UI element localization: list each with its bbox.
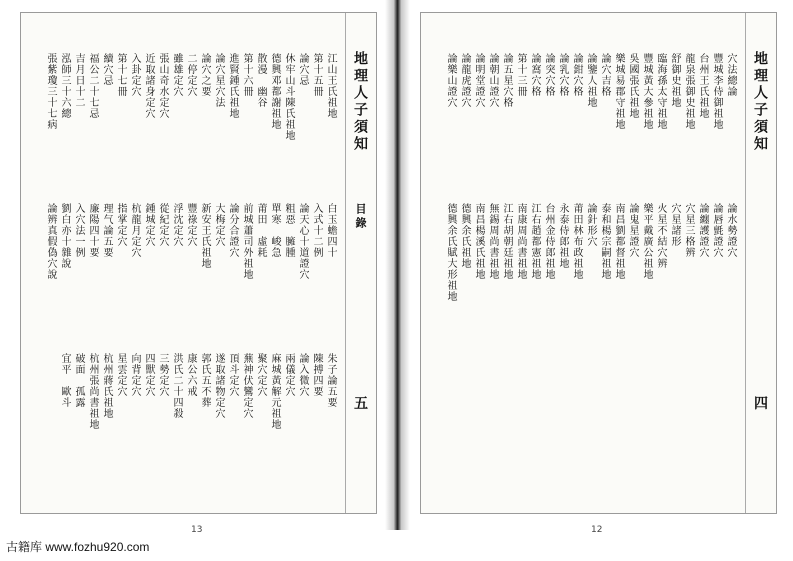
text-column: 入式十二例 bbox=[311, 203, 322, 258]
text-column: 前城蕭司外祖地 bbox=[241, 203, 252, 280]
text-column: 洪氏二十四殺 bbox=[171, 353, 182, 419]
left-page bbox=[20, 12, 377, 535]
text-column: 三勢定穴 bbox=[157, 353, 168, 397]
text-column: 南昌劉都督祖地 bbox=[613, 203, 624, 280]
text-column: 破面 孤露 bbox=[73, 353, 84, 408]
text-column: 雖雄定穴 bbox=[171, 53, 182, 97]
text-column: 論龍虎證穴 bbox=[459, 53, 470, 108]
text-column: 第十六冊 bbox=[241, 53, 252, 97]
text-column: 江山王氏祖地 bbox=[325, 53, 336, 119]
text-column: 穴法總論 bbox=[725, 53, 736, 97]
text-column: 江右胡朝廷祖地 bbox=[501, 203, 512, 280]
text-column: 聚穴定穴 bbox=[255, 353, 266, 397]
text-column: 杭州張尚書祖地 bbox=[87, 353, 98, 430]
text-column: 四獸定穴 bbox=[143, 353, 154, 397]
text-column: 論水勢證穴 bbox=[725, 203, 736, 258]
text-column: 休牢山斗陳氏祖地 bbox=[283, 53, 294, 141]
text-column: 論乳穴格 bbox=[557, 53, 568, 97]
running-header-left: 地理人子須知 bbox=[352, 51, 368, 153]
text-column: 論分合證穴 bbox=[227, 203, 238, 258]
text-column: 論明堂證穴 bbox=[473, 53, 484, 108]
text-column: 第十三冊 bbox=[515, 53, 526, 97]
text-column: 論穴星穴法 bbox=[213, 53, 224, 108]
text-column: 穴星三格辨 bbox=[683, 203, 694, 258]
text-column: 樂城易郡守祖地 bbox=[613, 53, 624, 130]
text-column: 入卦定穴 bbox=[129, 53, 140, 97]
header-rule-left bbox=[345, 13, 346, 513]
text-column: 豐城李侍御祖地 bbox=[711, 53, 722, 130]
text-column: 德興余氏祖地 bbox=[459, 203, 470, 269]
right-page bbox=[420, 12, 777, 535]
text-column: 論鑒人祖地 bbox=[585, 53, 596, 108]
text-column: 單寒 峻急 bbox=[269, 203, 280, 258]
text-column: 龍泉張御史祖地 bbox=[683, 53, 694, 130]
text-column: 進賢鍾氏祖地 bbox=[227, 53, 238, 119]
text-column: 莆田 虛耗 bbox=[255, 203, 266, 258]
text-column: 論辨真假偽穴說 bbox=[45, 203, 56, 280]
text-column: 論突穴格 bbox=[543, 53, 554, 97]
folio-mark-left: 五 bbox=[354, 396, 368, 412]
text-column: 廉陽四十要 bbox=[87, 203, 98, 258]
text-column: 兩儀定穴 bbox=[283, 353, 294, 397]
text-column: 論鬼星證穴 bbox=[627, 203, 638, 258]
text-column: 白玉蟾四十 bbox=[325, 203, 336, 258]
text-column: 論針形穴 bbox=[585, 203, 596, 247]
running-header-right: 地理人子須知 bbox=[752, 51, 768, 153]
folio-mark-right: 四 bbox=[754, 396, 768, 412]
header-rule-right bbox=[745, 13, 746, 513]
text-column: 散漫 幽谷 bbox=[255, 53, 266, 108]
text-column: 莆田林布政祖地 bbox=[571, 203, 582, 280]
text-column: 論穴之要 bbox=[199, 53, 210, 97]
text-column: 論唇氈證穴 bbox=[711, 203, 722, 258]
text-column: 星雲定穴 bbox=[115, 353, 126, 397]
text-column: 二停定穴 bbox=[185, 53, 196, 97]
page-number-left: 13 bbox=[191, 525, 203, 535]
text-column: 樂平戴廣公祖地 bbox=[641, 203, 652, 280]
text-column: 入穴法一例 bbox=[73, 203, 84, 258]
page-number-right: 12 bbox=[591, 525, 603, 535]
text-column: 泓師三十六總 bbox=[59, 53, 70, 119]
text-column: 康公六戒 bbox=[185, 353, 196, 397]
text-column: 江右趙都憲祖地 bbox=[529, 203, 540, 280]
text-column: 第十五冊 bbox=[311, 53, 322, 97]
text-column: 浮沈定穴 bbox=[171, 203, 182, 247]
text-column: 論入微穴 bbox=[297, 353, 308, 397]
text-column: 理气論五要 bbox=[101, 203, 112, 258]
text-column: 麻城黃解元祖地 bbox=[269, 353, 280, 430]
text-column: 宜平 歐斗 bbox=[59, 353, 70, 408]
text-column: 論鉗穴格 bbox=[571, 53, 582, 97]
text-column: 頂斗定穴 bbox=[227, 353, 238, 397]
text-column: 南康周尚書祖地 bbox=[515, 203, 526, 280]
text-column: 朱子論五要 bbox=[325, 353, 336, 408]
text-column: 新安王氏祖地 bbox=[199, 203, 210, 269]
text-column: 大梅定穴 bbox=[213, 203, 224, 247]
text-column: 德興余氏賦大形祖地 bbox=[445, 203, 456, 302]
text-column: 杭州蔣氏祖地 bbox=[101, 353, 112, 419]
text-column: 無錫周尚書祖地 bbox=[487, 203, 498, 280]
text-column: 遂取諸物定穴 bbox=[213, 353, 224, 419]
text-column: 論朝山證穴 bbox=[487, 53, 498, 108]
text-column: 德興邓都謝祖地 bbox=[269, 53, 280, 130]
text-column: 第十七冊 bbox=[115, 53, 126, 97]
text-column: 豐祿定穴 bbox=[185, 203, 196, 247]
text-column: 福公二十七忌 bbox=[87, 53, 98, 119]
text-column: 臨海孫太守祖地 bbox=[655, 53, 666, 130]
text-column: 台州王氏祖地 bbox=[697, 53, 708, 119]
text-column: 從紀定穴 bbox=[157, 203, 168, 247]
text-column: 論天心十道證穴 bbox=[297, 203, 308, 280]
text-column: 張紫瓊三十七病 bbox=[45, 53, 56, 130]
text-column: 陳搏四要 bbox=[311, 353, 322, 397]
text-column: 泰和楊宗嗣祖地 bbox=[599, 203, 610, 280]
text-column: 論穴吉格 bbox=[599, 53, 610, 97]
running-header-left-sub: 目錄 bbox=[354, 203, 367, 231]
text-column: 論五星穴格 bbox=[501, 53, 512, 108]
text-column: 論纏護證穴 bbox=[697, 203, 708, 258]
text-column: 張山奇水定穴 bbox=[157, 53, 168, 119]
text-column: 吳國張氏祖地 bbox=[627, 53, 638, 119]
text-column: 南昌楊溪氏祖地 bbox=[473, 203, 484, 280]
text-column: 論窩穴格 bbox=[529, 53, 540, 97]
text-column: 穴星諸形 bbox=[669, 203, 680, 247]
text-column: 台州金侍郎祖地 bbox=[543, 203, 554, 280]
text-column: 永泰侍郎祖地 bbox=[557, 203, 568, 269]
text-column: 續穴忌 bbox=[101, 53, 112, 86]
text-column: 吉月日十二 bbox=[73, 53, 84, 108]
text-column: 近取諸身定穴 bbox=[143, 53, 154, 119]
text-column: 舒御史祖地 bbox=[669, 53, 680, 108]
text-column: 蕪神伏鸞定穴 bbox=[241, 353, 252, 419]
text-column: 向背定穴 bbox=[129, 353, 140, 397]
text-column: 劉白亦十雜說 bbox=[59, 203, 70, 269]
book-spine bbox=[385, 0, 410, 530]
text-column: 粗惡 臃腫 bbox=[283, 203, 294, 258]
text-column: 論穴忌 bbox=[297, 53, 308, 86]
text-column: 鍾城定穴 bbox=[143, 203, 154, 247]
text-column: 豐城黃大參祖地 bbox=[641, 53, 652, 130]
text-column: 指掌定穴 bbox=[115, 203, 126, 247]
text-column: 火星不結穴辨 bbox=[655, 203, 666, 269]
watermark-text: 古籍库 www.fozhu920.com bbox=[6, 540, 150, 554]
text-column: 論樂山證穴 bbox=[445, 53, 456, 108]
text-column: 郭氏五不葬 bbox=[199, 353, 210, 408]
text-column: 杭龍月定穴 bbox=[129, 203, 140, 258]
